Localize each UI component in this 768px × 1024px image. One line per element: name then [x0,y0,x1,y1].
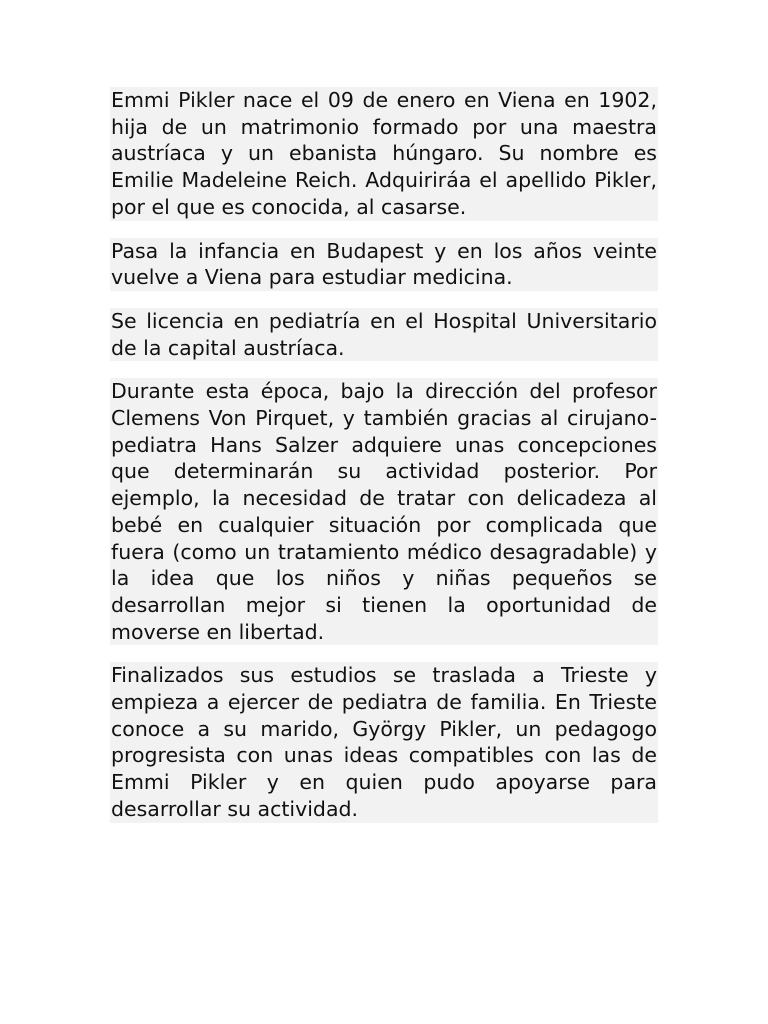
document-body [110,87,658,823]
paragraph-4: Durante esta época, bajo la dirección del profesor Clemens Von Pirquet, y también gracias al cirujano-pediatra Hans Salzer adquiere unas concepciones que determinarán su actividad posterior. Por ejemplo, la necesidad de tratar con delicadeza al bebé en cualquier situación por complicada que fuera (como un tratamiento médico desagradable) y la idea que los niños y niñas pequeños se desarrollan mejor si tienen la oportunidad de moverse en libertad. [111,379,657,644]
paragraph-gap [110,645,658,662]
paragraph-gap [110,291,658,308]
paragraph-3: Se licencia en pediatría en el Hospital Universitario de la capital austríaca. [111,308,657,360]
paragraph-5: Finalizados sus estudios se traslada a Trieste y empieza a ejercer de pediatra de familia. En Trieste conoce a su marido, György Pikler, un pedagogo progresista con unas ideas compatibles con las de Emmi Pikler y en quien pudo apoyarse para desarrollar su actividad. [111,663,657,821]
paragraph-2: Pasa la infancia en Budapest y en los años veinte vuelve a Viena para estudiar medicina. [111,238,657,290]
paragraph-1: Emmi Pikler nace el 09 de enero en Viena en 1902, hija de un matrimonio formado por una maestra austríaca y un ebanista húngaro. Su nombre es Emilie Madeleine Reich. Adquiriráa el apellido Pikler, por el que es conocida, al casarse. [111,88,657,219]
paragraph-gap [110,361,658,378]
paragraph-gap [110,221,658,238]
